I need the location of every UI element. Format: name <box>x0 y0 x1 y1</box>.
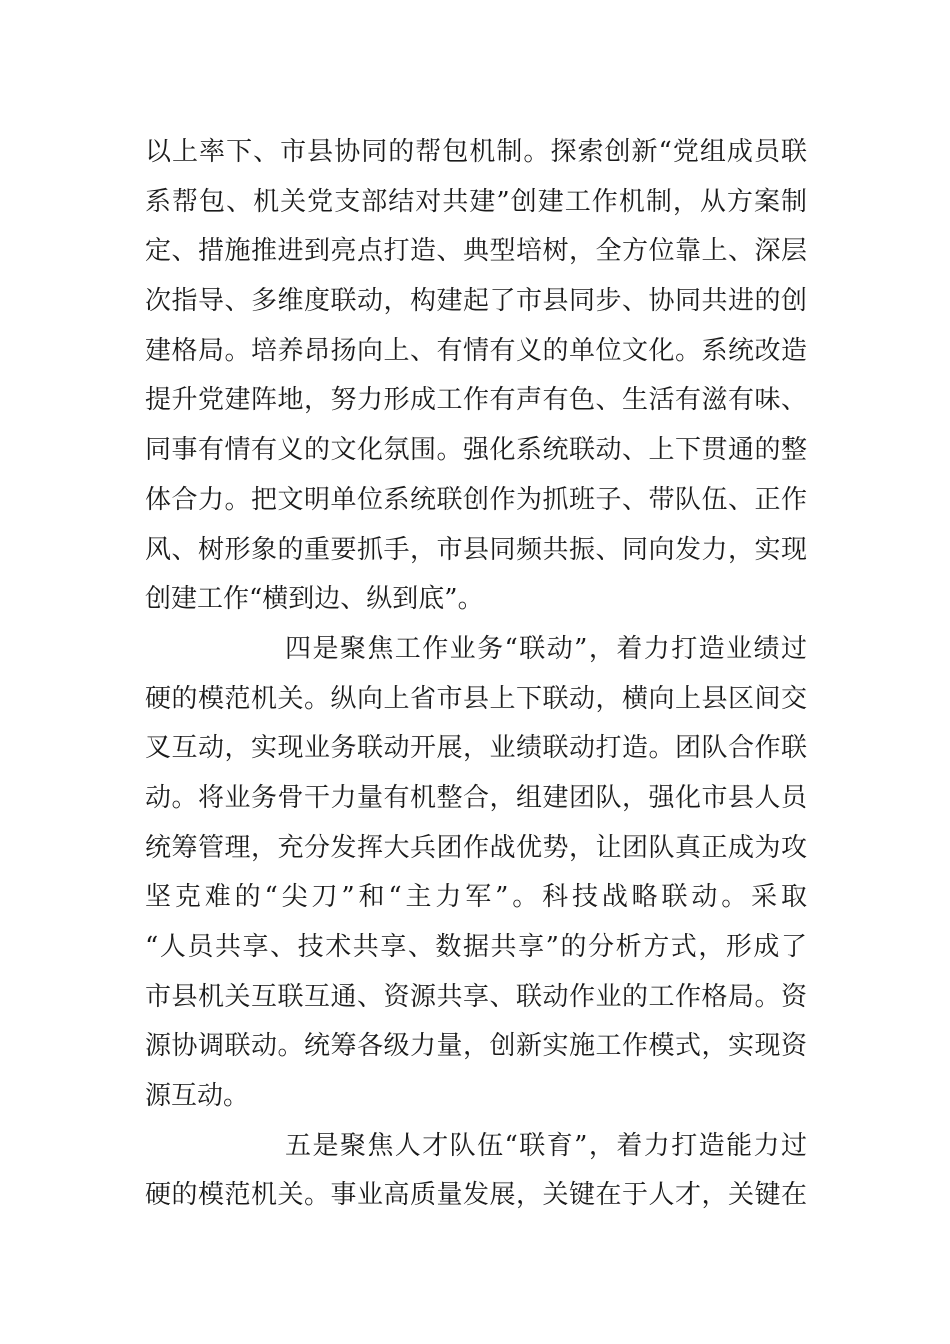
text-line: 以上率下、市县协同的帮包机制。探索创新“党组成员联 <box>145 137 807 167</box>
text-line: 风、树形象的重要抓手，市县同频共振、同向发力，实现 <box>145 534 807 565</box>
text-line: 坚克难的“尖刀”和“主力军”。科技战略联动。采取 <box>145 882 807 913</box>
text-line: 建格局。培养昂扬向上、有情有义的单位文化。系统改造 <box>145 335 807 366</box>
paragraph-start-line: 五是聚焦人才队伍“联育”，着力打造能力过 <box>285 1130 807 1161</box>
text-line: 源协调联动。统筹各级力量，创新实施工作模式，实现资 <box>145 1031 807 1062</box>
text-line: 提升党建阵地，努力形成工作有声有色、生活有滋有味、 <box>145 385 807 416</box>
text-line: 创建工作“横到边、纵到底”。 <box>145 584 484 615</box>
text-line: 硬的模范机关。事业高质量发展，关键在于人才，关键在 <box>145 1180 807 1211</box>
text-line: “人员共享、技术共享、数据共享”的分析方式，形成了 <box>145 932 807 962</box>
text-line: 硬的模范机关。纵向上省市县上下联动，横向上县区间交 <box>145 683 807 714</box>
text-line: 市县机关互联互通、资源共享、联动作业的工作格局。资 <box>145 981 807 1012</box>
text-line: 动。将业务骨干力量有机整合，组建团队，强化市县人员 <box>145 782 807 813</box>
text-line: 定、措施推进到亮点打造、典型培树，全方位靠上、深层 <box>145 236 807 267</box>
text-line: 系帮包、机关党支部结对共建”创建工作机制，从方案制 <box>145 186 807 217</box>
text-line: 次指导、多维度联动，构建起了市县同步、协同共进的创 <box>145 286 807 317</box>
body-text <box>145 128 807 1221</box>
text-line: 体合力。把文明单位系统联创作为抓班子、带队伍、正作 <box>145 484 807 515</box>
text-line: 同事有情有义的文化氛围。强化系统联动、上下贯通的整 <box>145 435 807 466</box>
text-line: 源互动。 <box>145 1081 250 1112</box>
text-line: 叉互动，实现业务联动开展，业绩联动打造。团队合作联 <box>145 733 807 764</box>
paragraph-start-line: 四是聚焦工作业务“联动”，着力打造业绩过 <box>285 633 807 664</box>
text-line: 统筹管理，充分发挥大兵团作战优势，让团队真正成为攻 <box>145 832 807 863</box>
